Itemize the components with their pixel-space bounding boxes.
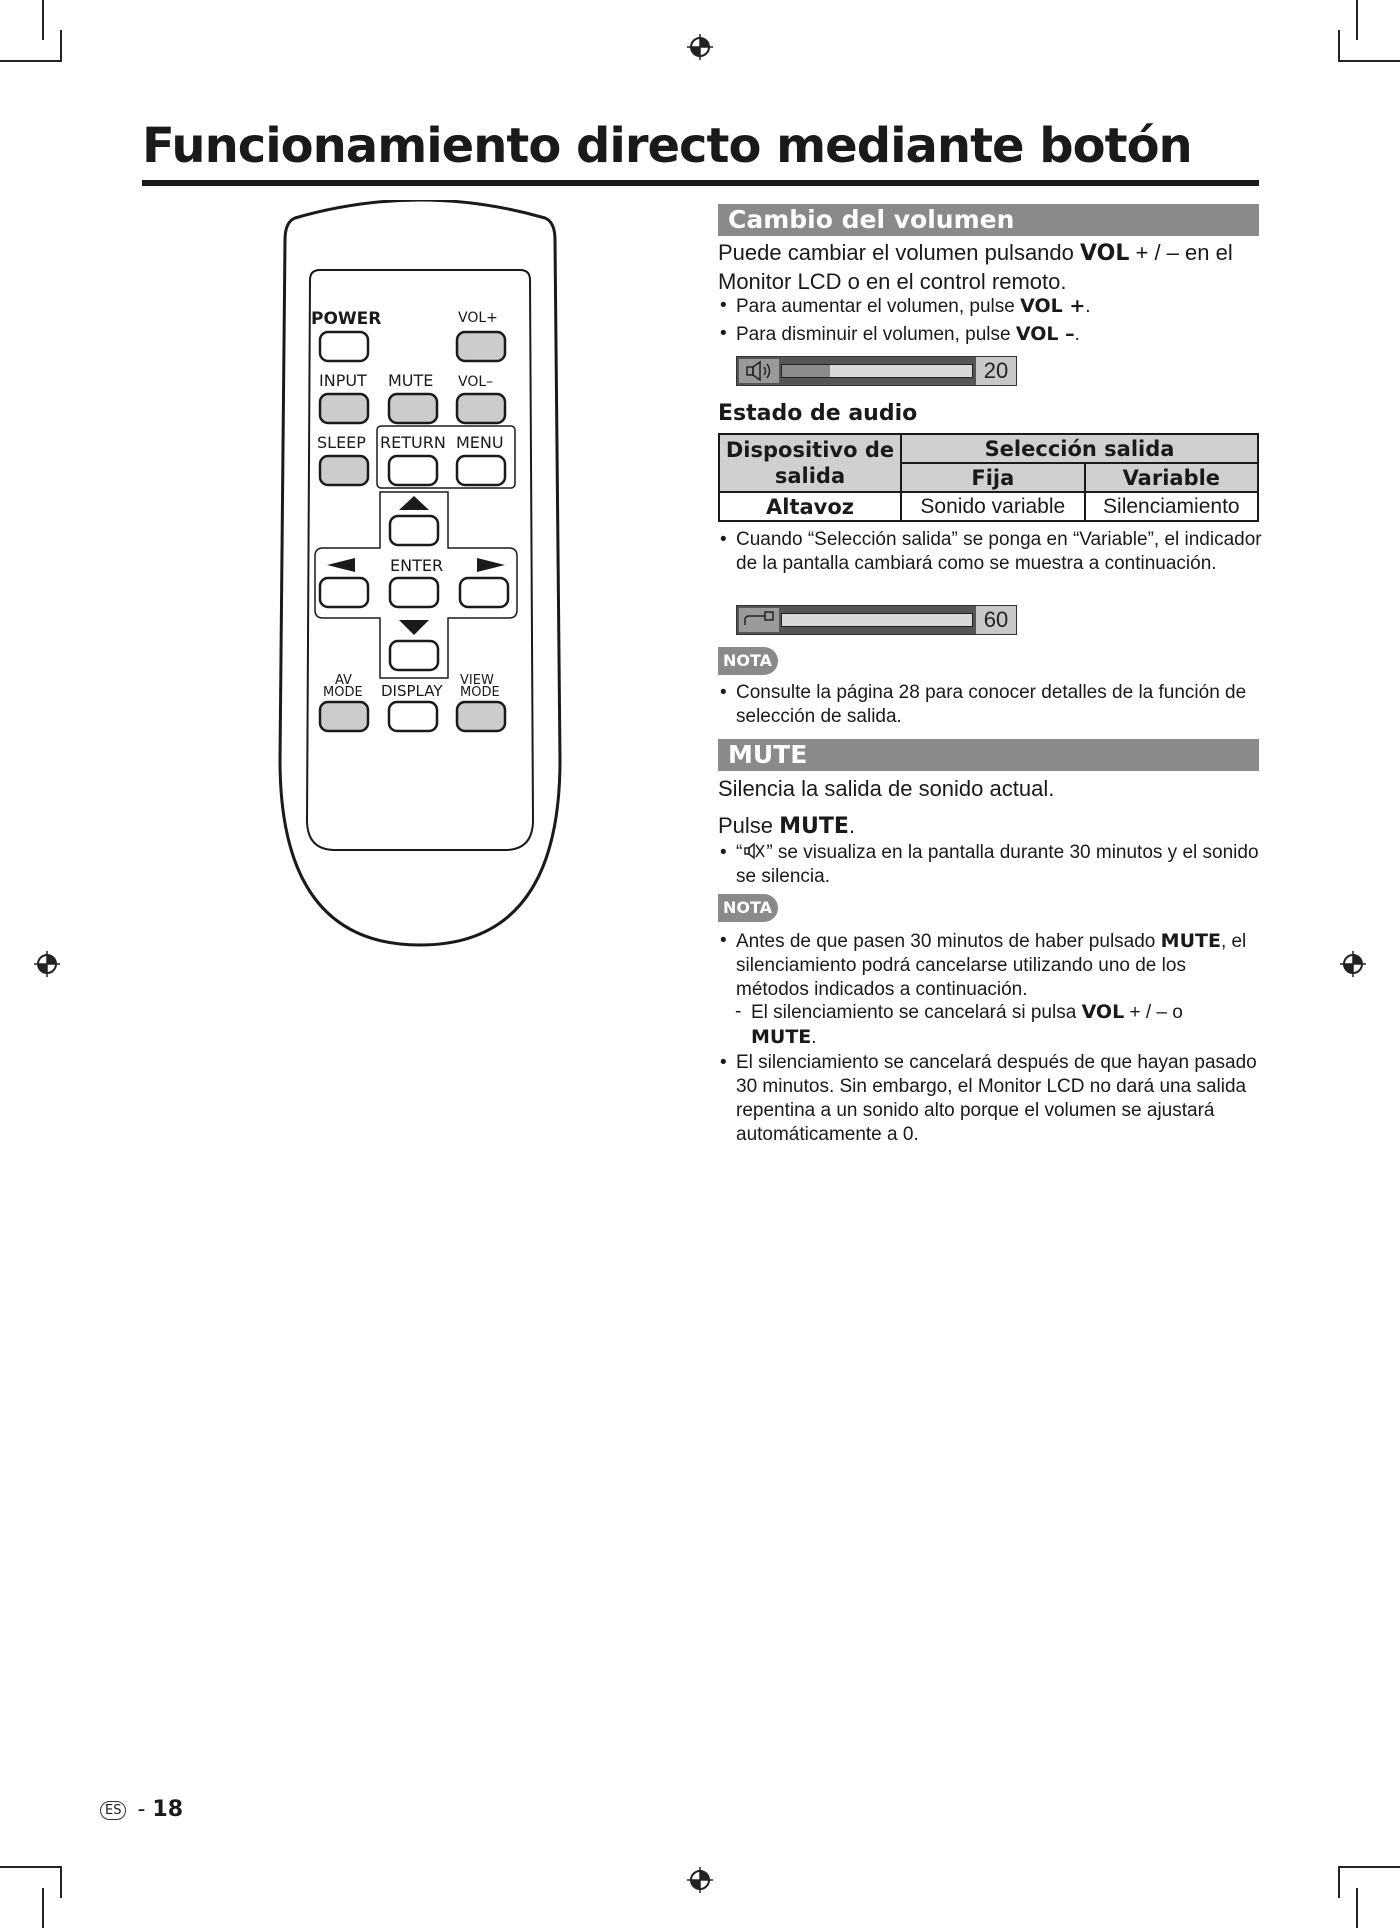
enter-button: [390, 578, 438, 607]
remote-label-menu: MENU: [456, 433, 504, 452]
section-heading-mute: MUTE: [718, 739, 1259, 771]
volume-osd-indicator: [736, 356, 1017, 386]
page-title: Funcionamiento directo mediante botón: [142, 118, 1192, 174]
nota-bullet: • Consulte la página 28 para conocer detalles de la función de selección de salida.: [720, 682, 1247, 727]
registration-mark-icon: [34, 951, 60, 977]
crop-mark: [1338, 60, 1400, 62]
crop-mark: [0, 60, 60, 62]
volume-value: 20: [976, 357, 1016, 385]
remote-label-display: DISPLAY: [381, 682, 443, 700]
bullet-key: MUTE: [1160, 930, 1221, 952]
section-heading-volume: Cambio del volumen: [718, 204, 1259, 236]
sub-symbols: + / –: [1124, 1002, 1173, 1023]
variable-track: [781, 613, 973, 627]
sub-or: o: [1172, 1002, 1183, 1023]
table-header-variable: Variable: [1085, 463, 1258, 492]
mute-line2-end: .: [848, 813, 856, 838]
right-button: [460, 578, 508, 607]
bullet-text: ” se visualiza en la pantalla durante 30 minutos y el sonido se silencia.: [736, 842, 1259, 887]
speaker-icon: [739, 359, 779, 383]
mute-nota-bullet2: • El silenciamiento se cancelará después de que hayan pasado 30 minutos. Sin embargo, el Monitor LCD no dará una salida repentina a un sonido alto porque el volumen se ajustará automáticamente a 0.: [720, 1052, 1257, 1145]
volume-intro-prefix: Puede cambiar el volumen pulsando: [718, 240, 1081, 265]
registration-mark-icon: [687, 34, 713, 60]
footer-separator: -: [130, 1797, 153, 1822]
crop-mark: [1356, 1888, 1358, 1928]
audio-state-heading: Estado de audio: [718, 401, 918, 426]
remote-label-view-mode: MODE: [460, 685, 500, 700]
volume-track: [781, 364, 973, 378]
remote-label-sleep: SLEEP: [317, 433, 366, 452]
bullet-text: Consulte la página 28 para conocer detalles de la función de selección de salida.: [736, 682, 1247, 727]
page-number: 18: [152, 1797, 184, 1822]
crop-mark: [1356, 0, 1358, 40]
left-button: [320, 578, 368, 607]
bullet-key: VOL +: [1020, 295, 1086, 317]
crop-mark: [42, 1888, 44, 1928]
page-footer: [100, 1797, 183, 1822]
down-button: [390, 641, 438, 670]
table-header-device: Dispositivo de salida: [719, 434, 901, 492]
volume-intro-key: VOL: [1080, 241, 1130, 266]
remote-label-enter: ENTER: [390, 556, 444, 575]
crop-mark: [1338, 1866, 1400, 1868]
table-header-fixed: Fija: [901, 463, 1085, 492]
bullet-text: Para disminuir el volumen, pulse: [736, 324, 1016, 345]
volume-bullet-decrease: • Para disminuir el volumen, pulse VOL –.: [720, 323, 1080, 345]
sub-text: El silenciamiento se cancelará si pulsa: [751, 1002, 1082, 1023]
remote-label-input: INPUT: [319, 371, 367, 390]
bullet-end: .: [1085, 296, 1091, 317]
registration-mark-icon: [687, 1867, 713, 1893]
remote-label-view: VIEW: [460, 673, 494, 688]
remote-control-illustration: [255, 200, 585, 950]
audio-state-table: [718, 433, 1259, 522]
crop-mark: [42, 0, 44, 40]
bullet-text-rest: , el silenciamiento podrá cancelarse utilizando uno de los métodos indicados a continuación.: [736, 931, 1247, 1000]
volume-level-fill: [782, 365, 830, 377]
vol-minus-button: [457, 394, 505, 423]
mute-nota-bullet1: • Antes de que pasen 30 minutos de haber pulsado MUTE, el silenciamiento podrá cancelarse utilizando uno de los métodos indicados a continuación.: [720, 930, 1247, 1000]
return-button: [389, 456, 437, 485]
remote-label-return: RETURN: [380, 433, 446, 452]
mute-button: [389, 394, 437, 423]
mute-icon: [742, 842, 766, 860]
remote-label-av: AV: [335, 673, 352, 688]
input-button: [320, 394, 368, 423]
mute-bullet-display: • “ ” se visualiza en la pantalla durante 30 minutos y el sonido se silencia.: [720, 842, 1259, 887]
crop-mark: [60, 1866, 62, 1898]
nota-badge: NOTA: [718, 894, 778, 922]
bullet-text: Antes de que pasen 30 minutos de haber pulsado: [736, 931, 1161, 952]
table-header-selection: Selección salida: [901, 434, 1258, 463]
table-cell-fixed: Sonido variable: [901, 492, 1085, 521]
bullet-end: .: [1074, 324, 1080, 345]
up-button: [390, 516, 438, 545]
vol-plus-button: [457, 332, 505, 361]
volume-intro-suffix: en el Monitor LCD o en el control remoto.: [718, 240, 1233, 294]
language-badge: ES: [100, 1801, 126, 1820]
display-button: [389, 702, 437, 731]
remote-label-vol-minus: VOL–: [458, 374, 494, 390]
quote-open: “: [736, 842, 743, 863]
bullet-text: Para aumentar el volumen, pulse: [736, 296, 1021, 317]
bullet-text: El silenciamiento se cancelará después de que hayan pasado 30 minutos. Sin embargo, el Monitor LCD no dará una salida repentina a un sonido alto porque el volumen se ajustará automáticamente a 0.: [736, 1052, 1257, 1145]
remote-label-vol-plus: VOL+: [458, 310, 498, 326]
output-icon: [739, 608, 779, 632]
sub-key2: MUTE: [751, 1026, 812, 1048]
remote-label-mute: MUTE: [388, 371, 434, 390]
mute-line2: [718, 812, 1263, 841]
variable-osd-indicator: [736, 605, 1017, 635]
variable-output-note: • Cuando “Selección salida” se ponga en “Variable”, el indicador de la pantalla cambiará como se muestra a continuación.: [720, 529, 1262, 574]
sub-key: VOL: [1081, 1001, 1125, 1023]
table-cell-device: Altavoz: [719, 492, 901, 521]
av-mode-button: [320, 702, 368, 731]
bullet-text: Cuando “Selección salida” se ponga en “Variable”, el indicador de la pantalla cambiará como se muestra a continuación.: [736, 529, 1262, 574]
remote-label-power: POWER: [311, 309, 382, 329]
crop-mark: [1338, 1866, 1340, 1898]
menu-button: [457, 456, 505, 485]
power-button: [320, 332, 368, 361]
remote-label-av-mode: MODE: [323, 685, 363, 700]
volume-intro-symbols: + / –: [1129, 240, 1186, 265]
mute-line2-key: MUTE: [779, 814, 849, 839]
nota-badge: NOTA: [718, 647, 778, 675]
sub-end: .: [811, 1027, 817, 1048]
bullet-key: VOL –: [1015, 323, 1075, 345]
registration-mark-icon: [1340, 951, 1366, 977]
mute-line1: Silencia la salida de sonido actual.: [718, 776, 1055, 801]
crop-mark: [60, 30, 62, 62]
sleep-button: [320, 456, 368, 485]
view-mode-button: [457, 702, 505, 731]
title-rule: [142, 180, 1259, 186]
volume-intro: [718, 239, 1263, 296]
volume-bullet-increase: • Para aumentar el volumen, pulse VOL +.: [720, 295, 1091, 317]
crop-mark: [0, 1866, 60, 1868]
variable-value: 60: [976, 606, 1016, 634]
crop-mark: [1338, 30, 1340, 62]
table-cell-variable: Silenciamiento: [1085, 492, 1258, 521]
mute-line2-prefix: Pulse: [718, 813, 780, 838]
mute-nota-sub-item: - El silenciamiento se cancelará si pulsa VOL + / – o MUTE.: [735, 1001, 1183, 1048]
